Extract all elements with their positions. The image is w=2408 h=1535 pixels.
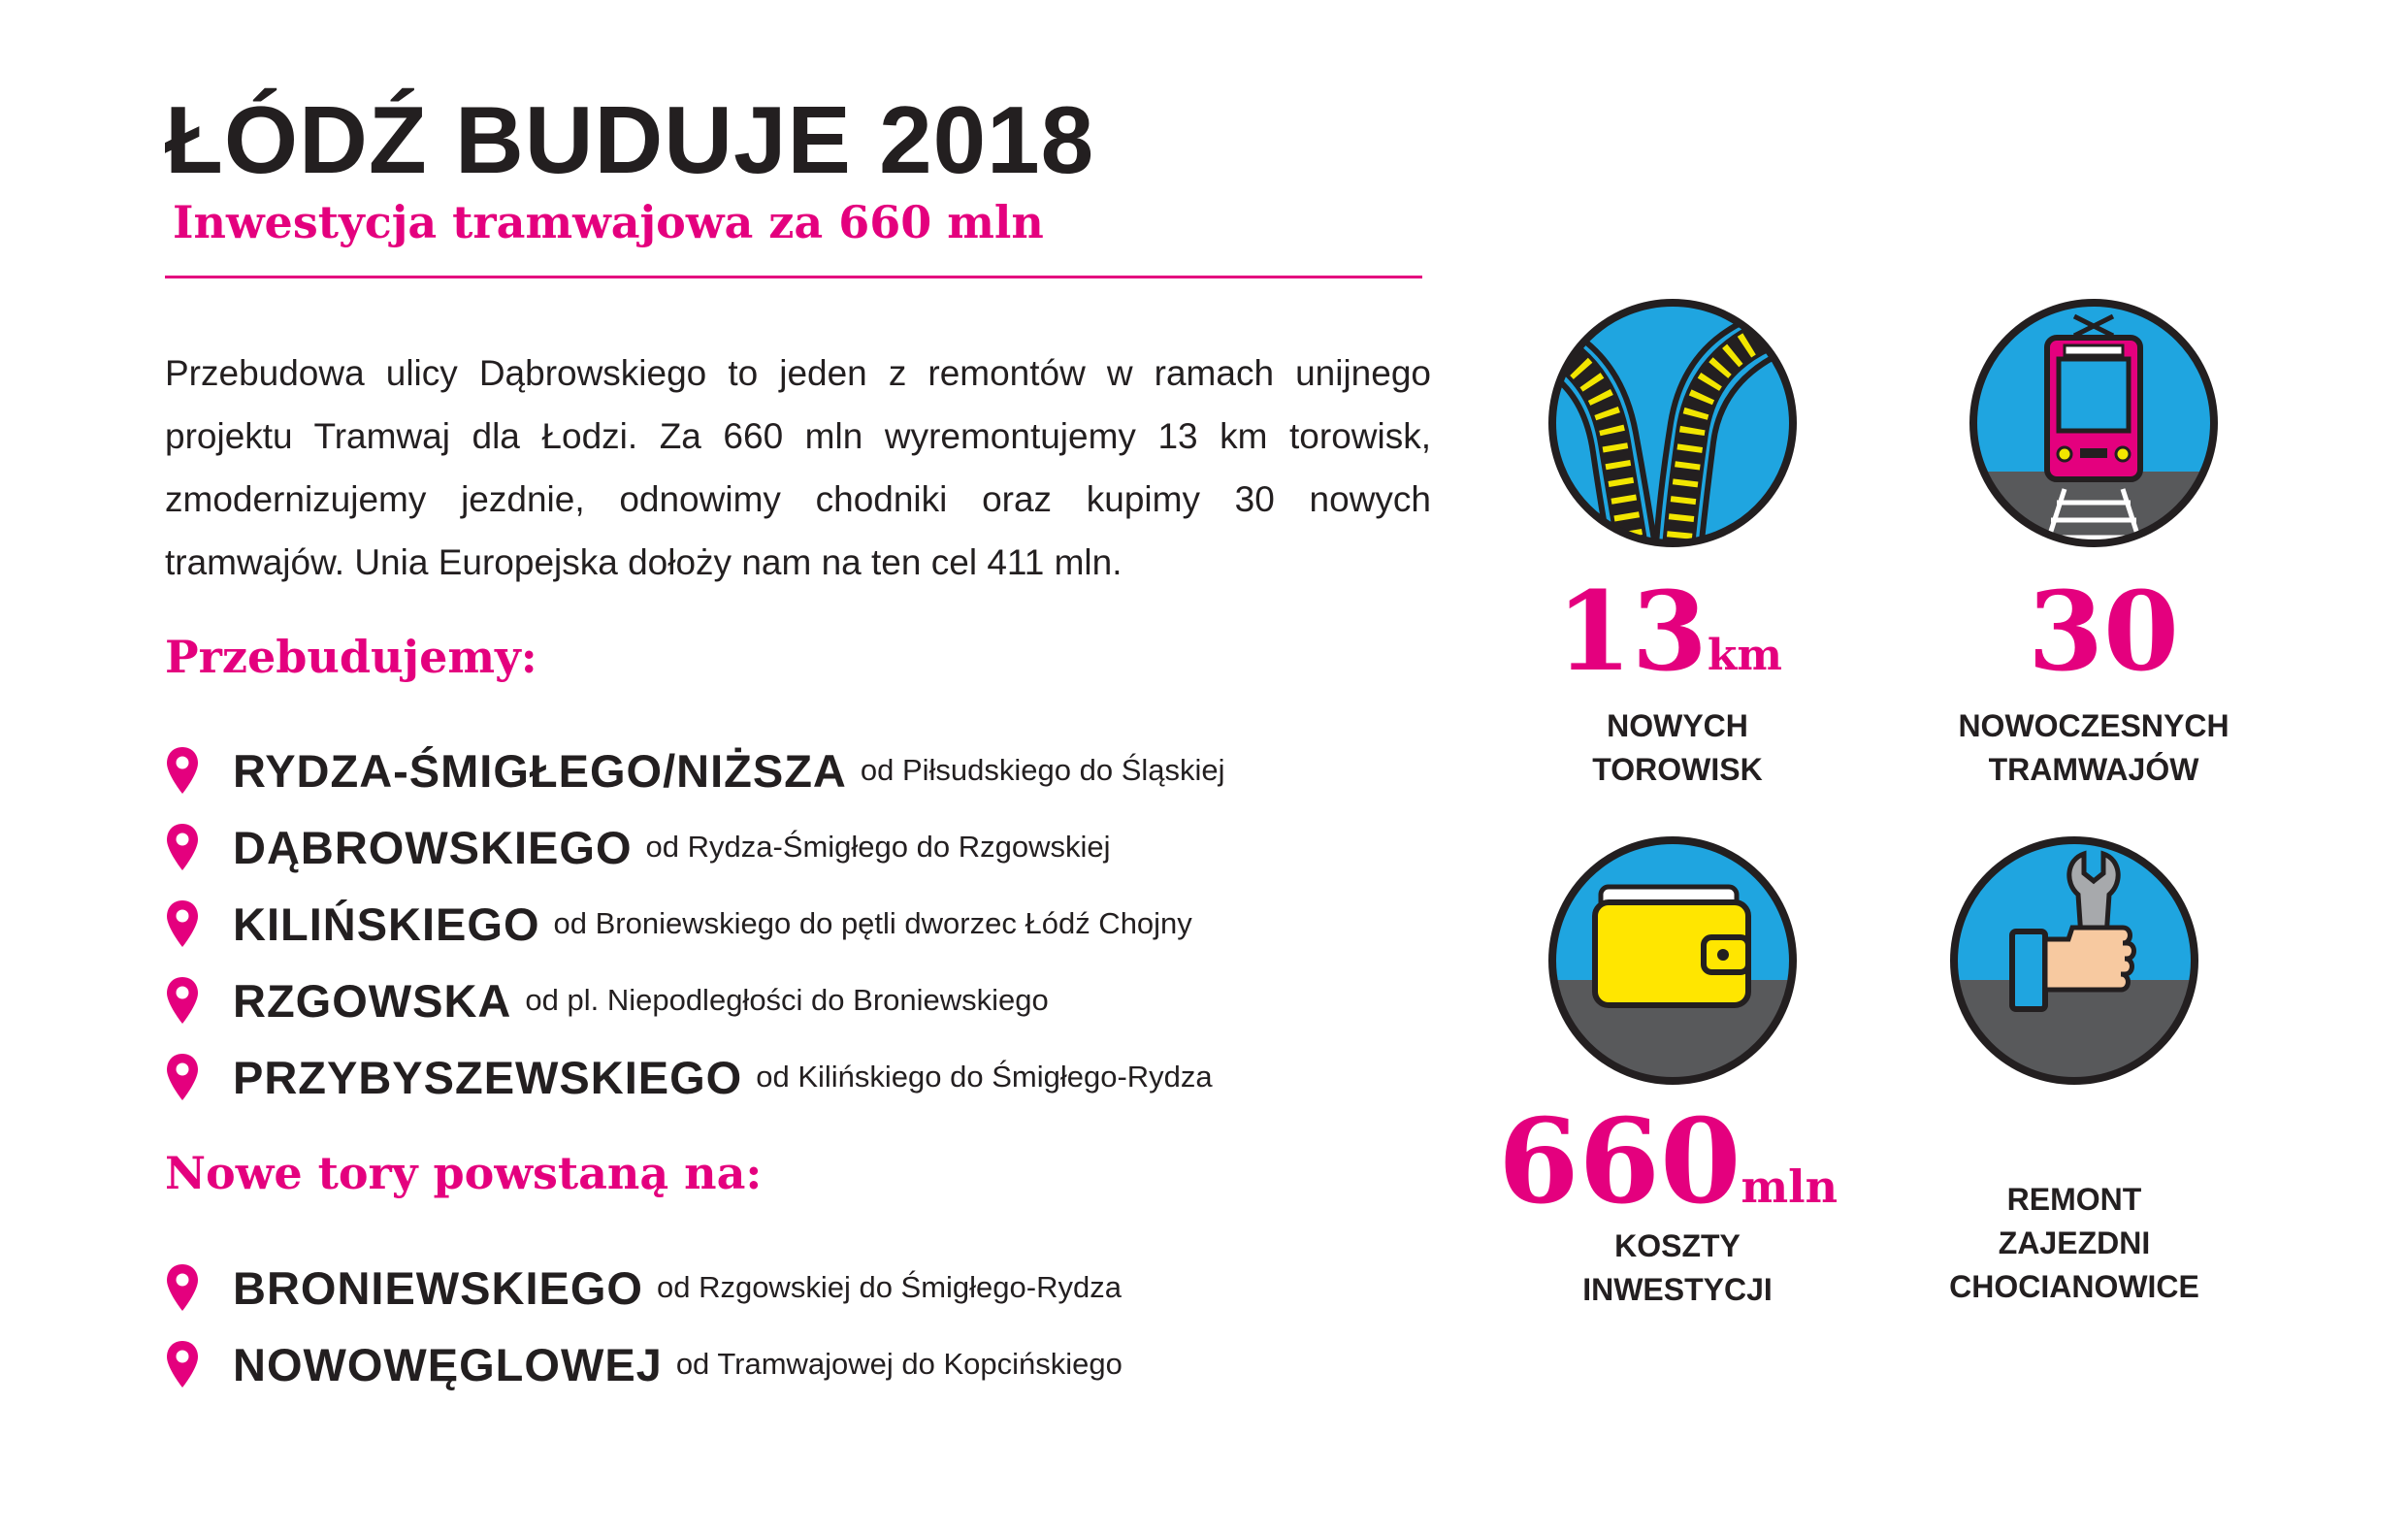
stat-unit: km (1707, 631, 1782, 680)
stat-number: 660 (1498, 1094, 1741, 1230)
street-range: od Piłsudskiego do Śląskiej (860, 753, 1225, 787)
street-range: od pl. Niepodległości do Broniewskiego (525, 983, 1049, 1017)
list-item (165, 741, 1225, 800)
list-item (165, 818, 1111, 876)
street-range: od Rydza-Śmigłego do Rzgowskiej (645, 830, 1111, 864)
list-item (165, 1048, 1213, 1106)
location-pin-icon (165, 1052, 200, 1102)
page-subtitle: Inwestycja tramwajowa za 660 mln (173, 196, 1044, 248)
stat-caption-trams: NOWOCZESNYCH TRAMWAJÓW (1958, 708, 2229, 787)
street-range: od Broniewskiego do pętli dworzec Łódź Chojny (553, 906, 1192, 940)
list-item (165, 971, 1049, 1029)
street-name: BRONIEWSKIEGO (233, 1261, 643, 1314)
stat-caption-tracks: NOWYCH TOROWISK (1592, 708, 1763, 787)
location-pin-icon (165, 1262, 200, 1313)
street-name: NOWOWĘGLOWEJ (233, 1338, 663, 1390)
stat-number: 13 (1556, 569, 1708, 696)
street-name: DĄBROWSKIEGO (233, 821, 633, 873)
street-name: RYDZA-ŚMIGŁEGO/NIŻSZA (233, 744, 847, 797)
list-item (165, 1335, 1123, 1393)
tram-icon (1968, 297, 2220, 549)
new-tracks-heading: Nowe tory powstaną na: (165, 1147, 763, 1199)
street-range: od Tramwajowej do Kopcińskiego (675, 1347, 1123, 1381)
stat-caption-cost: KOSZTY INWESTYCJI (1582, 1228, 1773, 1307)
list-item (165, 1258, 1122, 1317)
stat-value-trams (1987, 569, 2220, 696)
street-name: PRZYBYSZEWSKIEGO (233, 1051, 743, 1103)
title-divider (165, 276, 1422, 278)
location-pin-icon (165, 1339, 200, 1389)
stat-value-tracks (1556, 569, 1847, 696)
thumbs-up-wrench-icon (1948, 834, 2200, 1087)
location-pin-icon (165, 975, 200, 1026)
location-pin-icon (165, 822, 200, 872)
location-pin-icon (165, 898, 200, 949)
stat-value-cost (1498, 1094, 1905, 1230)
location-pin-icon (165, 745, 200, 796)
rebuild-heading: Przebudujemy: (165, 631, 537, 683)
wallet-icon (1546, 834, 1799, 1087)
street-name: KILIŃSKIEGO (233, 898, 540, 950)
stat-caption-depot: REMONT ZAJEZDNI CHOCIANOWICE (1949, 1182, 2199, 1304)
street-name: RZGOWSKA (233, 974, 512, 1027)
street-range: od Rzgowskiej do Śmigłego-Rydza (656, 1270, 1122, 1304)
street-range: od Kilińskiego do Śmigłego-Rydza (756, 1060, 1213, 1094)
stat-unit: mln (1741, 1160, 1839, 1213)
rail-tracks-icon (1546, 297, 1799, 549)
list-item (165, 895, 1192, 953)
intro-paragraph: Przebudowa ulicy Dąbrowskiego to jeden z remontów w ramach unijnego projektu Tramwaj dla Łodzi. Za 660 mln wyremontujemy 13 km torowisk, zmodernizujemy jezdnie, odnowimy chodniki oraz kupimy 30 nowych tramwajów. Unia Europejska dołoży nam na ten cel 411 mln. (165, 353, 1431, 582)
page-title: ŁÓDŹ BUDUJE 2018 (165, 86, 1095, 193)
stat-number: 30 (2028, 569, 2179, 696)
